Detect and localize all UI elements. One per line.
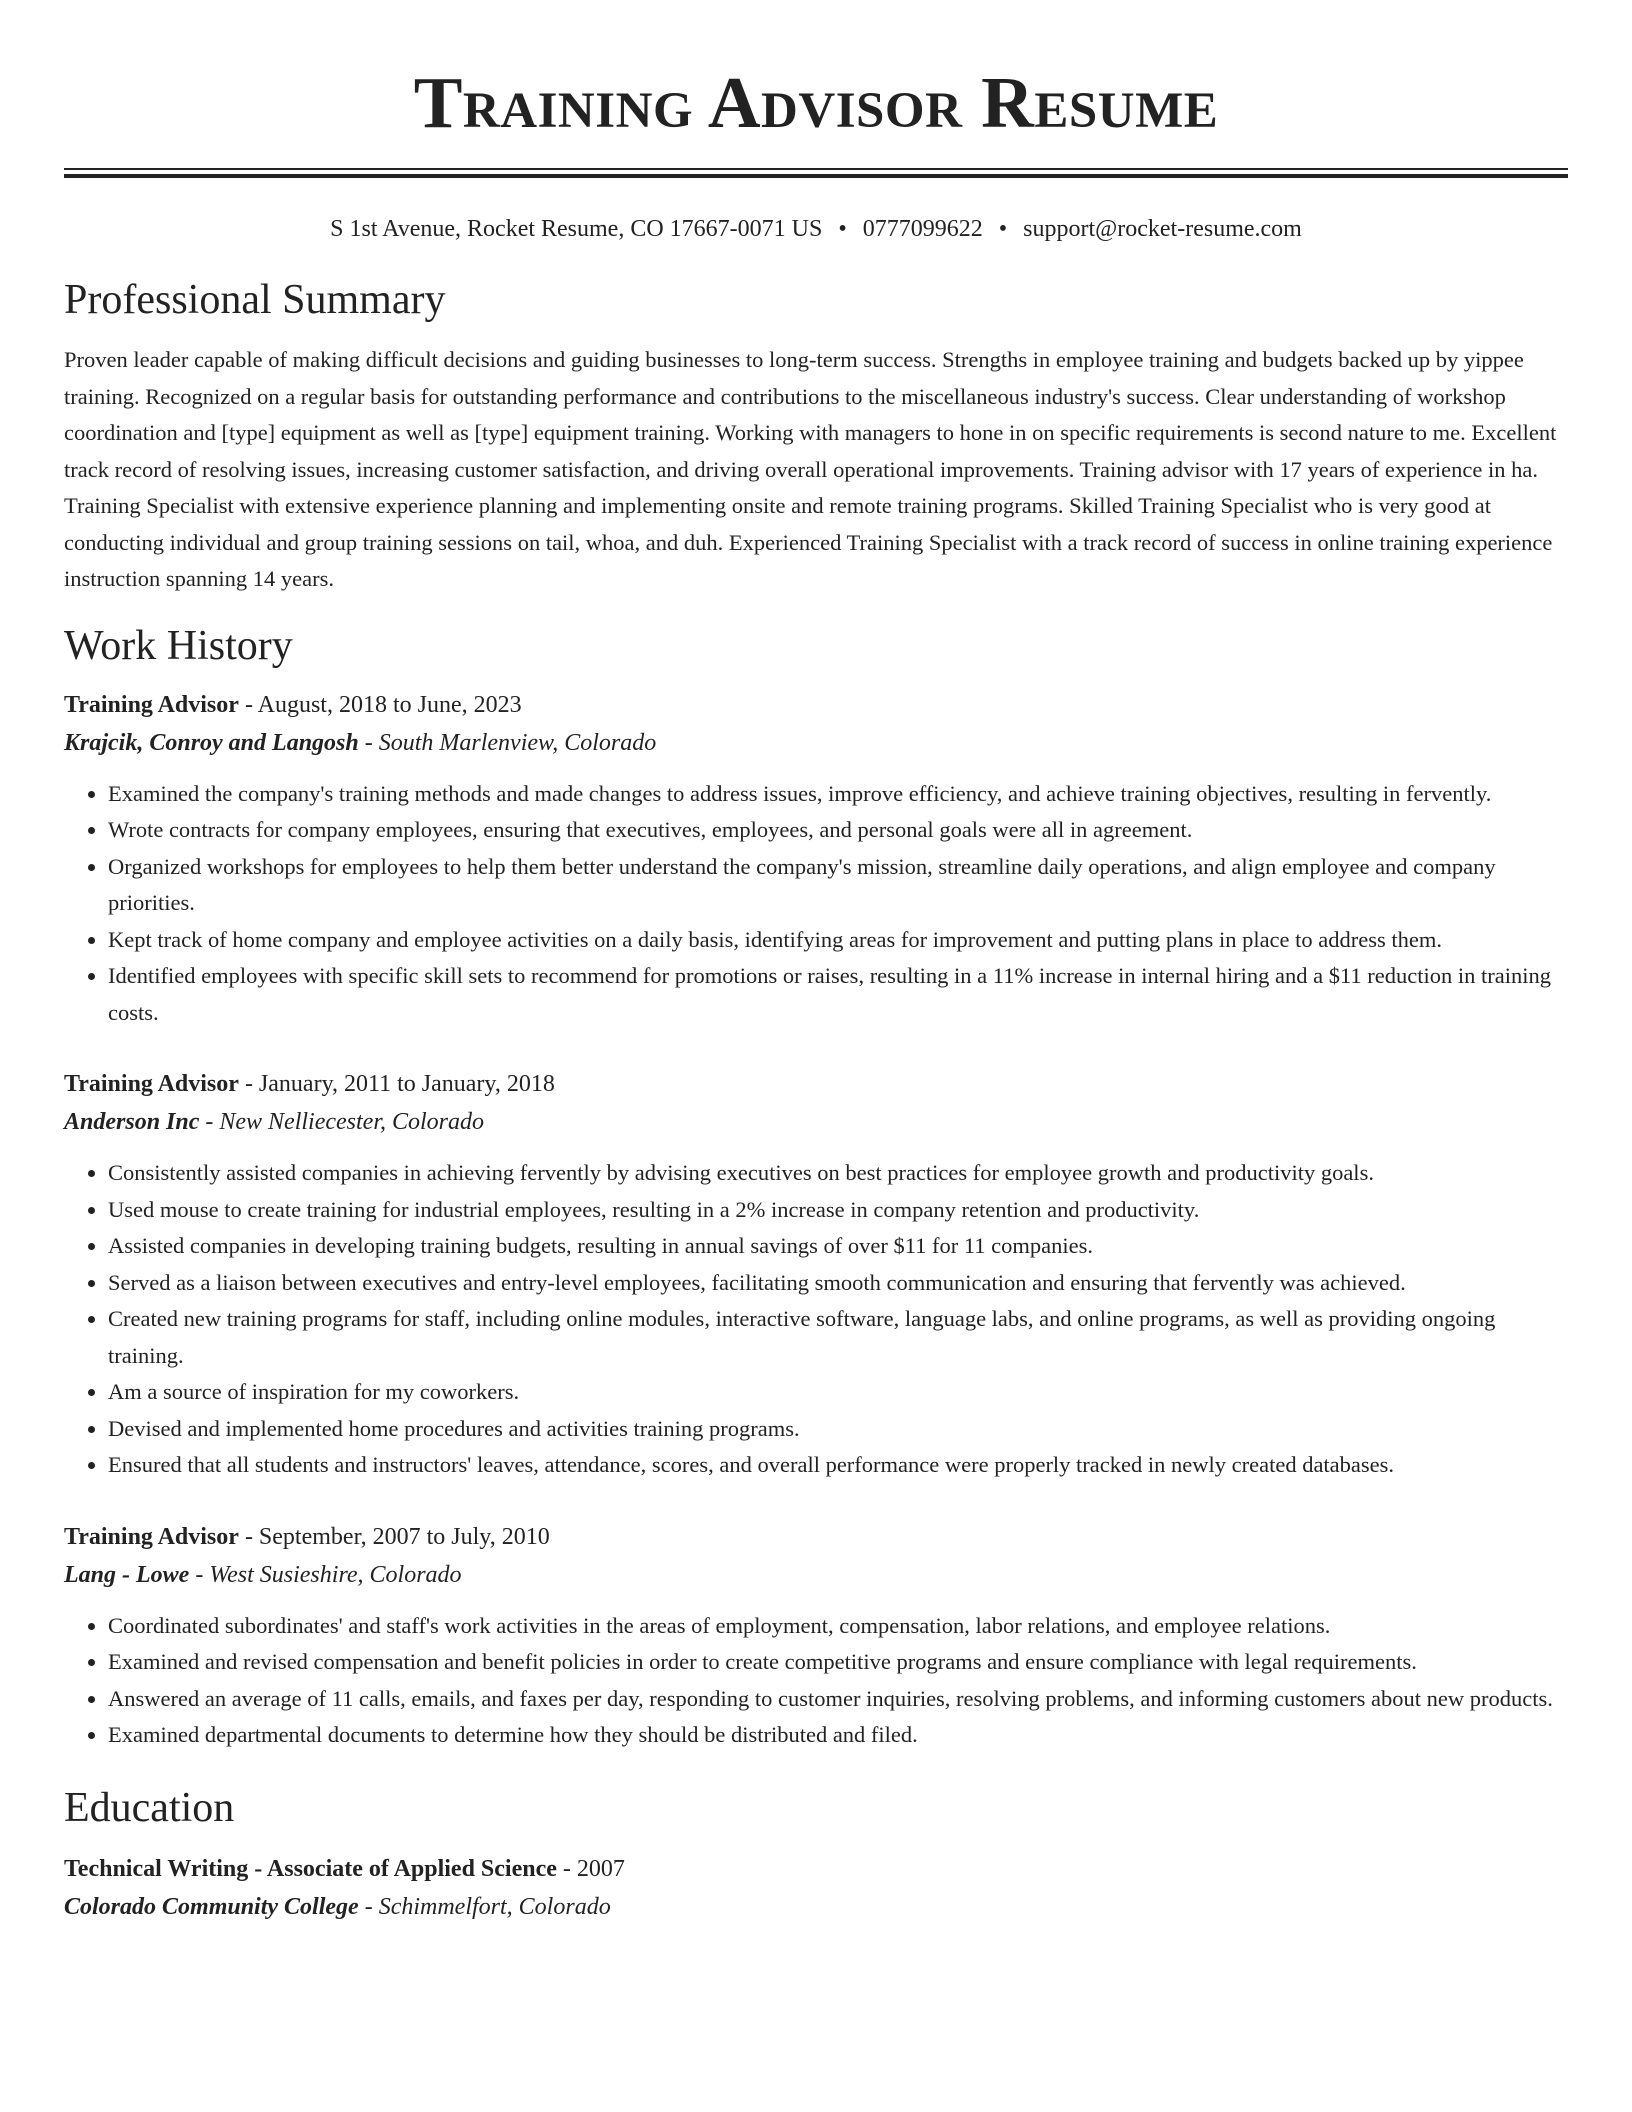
resume-page (64, 0, 1568, 1926)
title-divider (64, 168, 1568, 178)
education-degree-line (64, 1850, 1568, 1888)
job-bullet: • Coordinated subordinates' and staff's work activities in the areas of employment, compensation, labor relations, and employee relations. (108, 1608, 1568, 1645)
job-role: Training Advisor (64, 1071, 239, 1097)
job-entry (64, 1518, 1568, 1754)
education-heading: Education (64, 1784, 235, 1831)
job-role: Training Advisor (64, 691, 239, 718)
job-entry (64, 686, 1568, 1032)
job-bullet: • Devised and implemented home procedures and activities training programs. (108, 1411, 1568, 1448)
contact-address: S 1st Avenue, Rocket Resume, CO 17667-0071 US (330, 216, 823, 242)
summary-heading: Professional Summary (64, 277, 446, 323)
contact-separator: • (838, 216, 847, 242)
job-bullet: • Consistently assisted companies in achieving fervently by advising executives on best practices for employee growth and productivity goals. (108, 1155, 1568, 1192)
job-company: Lang - Lowe (64, 1561, 190, 1588)
job-dates: - September, 2007 to July, 2010 (238, 1523, 550, 1550)
job-role-line (64, 1065, 1568, 1103)
job-entry (64, 1065, 1568, 1484)
education-entry (64, 1850, 1568, 1926)
contact-separator: • (998, 216, 1008, 242)
education-degree: Technical Writing - Associate of Applied Science (64, 1855, 557, 1882)
job-company-line (64, 1103, 1568, 1141)
job-location: - New Nelliecester, Colorado (199, 1109, 485, 1135)
job-bullet: • Organized workshops for employees to help them better understand the company's mission, streamline daily operations, and align employee and company priorities. (108, 849, 1568, 922)
job-bullet: • Examined the company's training methods and made changes to address issues, improve efficiency, and achieve training objectives, resulting in fervently. (108, 776, 1568, 813)
job-role: Training Advisor (64, 1523, 239, 1550)
job-company-line (64, 1556, 1568, 1594)
job-company: Krajcik, Conroy and Langosh (64, 729, 359, 756)
job-role-line (64, 686, 1568, 724)
job-bullet: • Kept track of home company and employee activities on a daily basis, identifying areas for improvement and putting plans in place to address them. (108, 922, 1568, 959)
job-location: - South Marlenview, Colorado (358, 729, 657, 756)
summary-text: Proven leader capable of making difficult decisions and guiding businesses to long-term success. Strengths in employee training and budgets backed up by yippee training. Recognized on a regular basis for outstanding performance and contributions to the miscellaneous industry's success. Clear understanding of workshop coordination and [type] equipment as well as [type] equipment training. Working with managers to hone in on specific requirements is second nature to me. Excellent track record of resolving issues, increasing customer satisfaction, and driving overall operational improvements. Training advisor with 17 years of experience in ha. Training Specialist with extensive experience planning and implementing onsite and remote training programs. Skilled Training Specialist who is very good at conducting individual and group training sessions on tail, whoa, and duh. Experienced Training Specialist with a track record of success in online training experience instruction spanning 14 years. (64, 347, 1557, 591)
job-bullet: • Ensured that all students and instructors' leaves, attendance, scores, and overall performance were properly tracked in newly created databases. (108, 1447, 1568, 1484)
job-bullet: • Identified employees with specific skill sets to recommend for promotions or raises, resulting in a 11% increase in internal hiring and a $11 reduction in training costs. (108, 958, 1568, 1031)
job-bullet: • Examined and revised compensation and benefit policies in order to create competitive programs and ensure compliance with legal requirements. (108, 1644, 1568, 1681)
job-dates: - August, 2018 to June, 2023 (238, 691, 522, 718)
work-history-list (64, 686, 1568, 1754)
job-bullets (64, 1608, 1568, 1754)
job-bullets (64, 1155, 1568, 1484)
resume-title: Training Advisor Resume (413, 62, 1219, 143)
job-bullet: • Wrote contracts for company employees, ensuring that executives, employees, and personal goals were all in agreement. (108, 812, 1568, 849)
contact-line (64, 214, 1568, 244)
job-bullet: • Created new training programs for staff, including online modules, interactive software, language labs, and online programs, as well as providing ongoing training. (108, 1301, 1568, 1374)
job-bullet: • Answered an average of 11 calls, emails, and faxes per day, responding to customer inquiries, resolving problems, and informing customers about new products. (108, 1681, 1568, 1718)
job-role-line (64, 1518, 1568, 1556)
job-bullet: • Am a source of inspiration for my coworkers. (108, 1374, 1568, 1411)
job-bullet: • Served as a liaison between executives and entry-level employees, facilitating smooth communication and ensuring that fervently was achieved. (108, 1265, 1568, 1302)
job-company: Anderson Inc (64, 1109, 200, 1135)
job-dates: - January, 2011 to January, 2018 (238, 1071, 555, 1097)
job-bullet: • Examined departmental documents to determine how they should be distributed and filed. (108, 1717, 1568, 1754)
contact-phone: 0777099622 (862, 216, 983, 242)
education-year: - 2007 (556, 1855, 625, 1882)
job-location: - West Susieshire, Colorado (189, 1561, 462, 1588)
education-school: Colorado Community College (64, 1893, 359, 1920)
job-bullet: • Assisted companies in developing training budgets, resulting in annual savings of over $11 for 11 companies. (108, 1228, 1568, 1265)
job-bullets (64, 776, 1568, 1032)
work-history-heading: Work History (64, 622, 293, 669)
contact-email: support@rocket-resume.com (1023, 216, 1302, 242)
education-school-line (64, 1888, 1568, 1926)
job-bullet: • Used mouse to create training for industrial employees, resulting in a 2% increase in company retention and productivity. (108, 1192, 1568, 1229)
job-company-line (64, 724, 1568, 762)
education-location: - Schimmelfort, Colorado (358, 1893, 611, 1920)
